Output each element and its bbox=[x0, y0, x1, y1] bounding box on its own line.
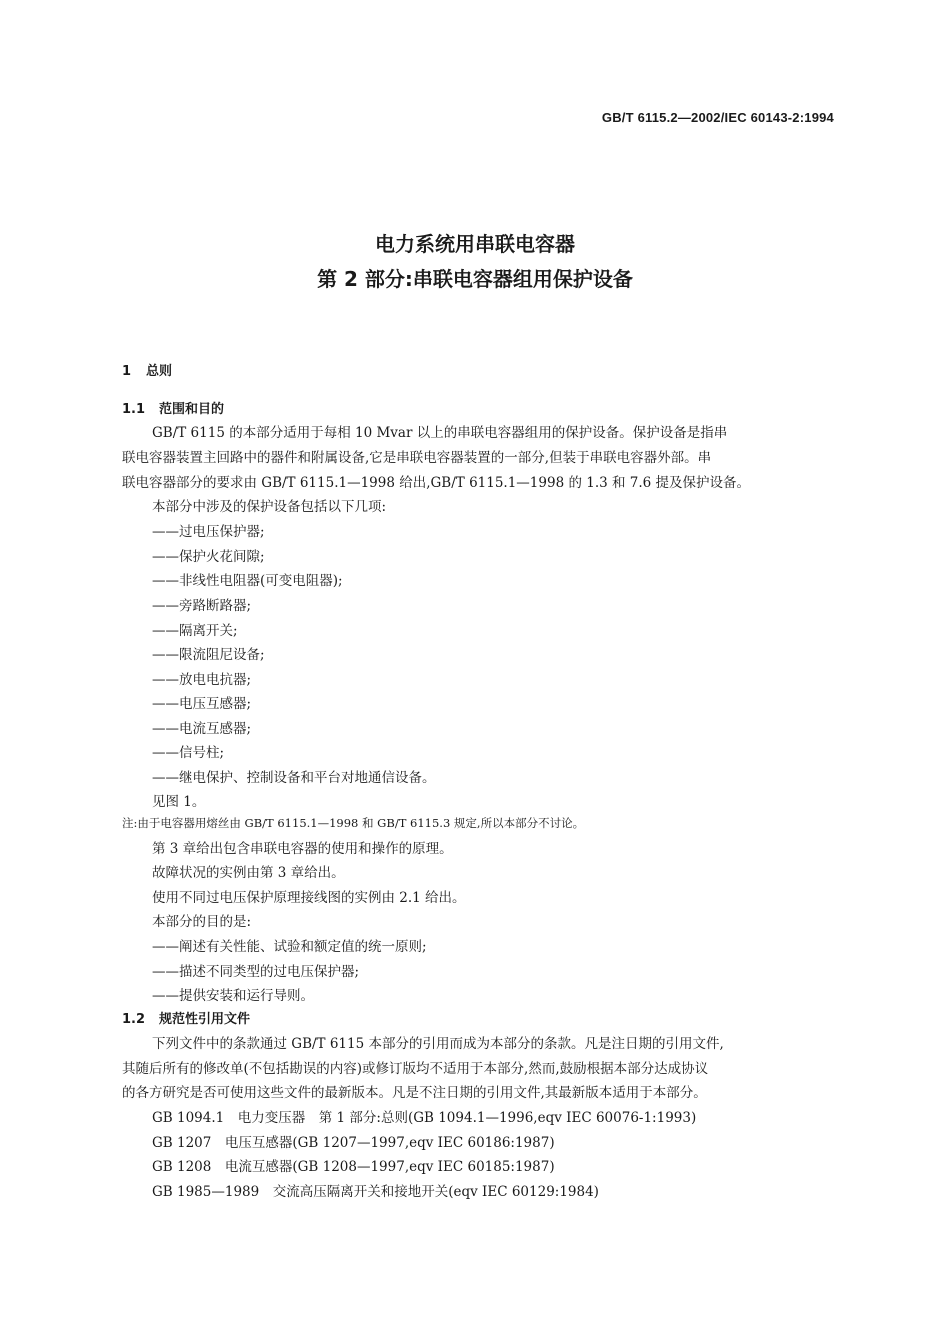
list-item: ——放电电抗器; bbox=[152, 672, 252, 688]
section-title: 规范性引用文件 bbox=[159, 1012, 251, 1027]
list-item: ——描述不同类型的过电压保护器; bbox=[152, 964, 360, 980]
list-item: ——信号柱; bbox=[152, 745, 225, 761]
list-item: ——提供安装和运行导则。 bbox=[152, 988, 314, 1004]
reference-item: GB 1208 电流互感器(GB 1208—1997,eqv IEC 60185:1987) bbox=[152, 1159, 555, 1175]
doc-title-line1: 电力系统用串联电容器 bbox=[375, 232, 575, 256]
section-number: 1.2 bbox=[122, 1012, 146, 1027]
list-item: ——隔离开关; bbox=[152, 623, 238, 639]
list-item: ——限流阻尼设备; bbox=[152, 647, 265, 663]
standard-code: GB/T 6115.2—2002/IEC 60143-2:1994 bbox=[601, 110, 834, 125]
see-figure: 见图 1。 bbox=[152, 794, 206, 810]
normative-paragraph-line: 的各方研究是否可使用这些文件的最新版本。凡是不注日期的引用文件,其最新版本适用于本部分。 bbox=[122, 1085, 707, 1101]
list-item: ——电流互感器; bbox=[152, 721, 252, 737]
section-1-2-heading bbox=[122, 1008, 250, 1027]
list-item: ——阐述有关性能、试验和额定值的统一原则; bbox=[152, 939, 427, 955]
section-number: 1 bbox=[122, 364, 132, 379]
reference-item: GB 1094.1 电力变压器 第 1 部分:总则(GB 1094.1—1996,eqv IEC 60076-1:1993) bbox=[152, 1110, 697, 1126]
list-item: ——旁路断路器; bbox=[152, 598, 252, 614]
list-item: ——非线性电阻器(可变电阻器); bbox=[152, 573, 343, 589]
paragraph: 第 3 章给出包含串联电容器的使用和操作的原理。 bbox=[152, 841, 453, 857]
reference-item: GB 1207 电压互感器(GB 1207—1997,eqv IEC 60186:1987) bbox=[152, 1135, 555, 1151]
note: 注:由于电容器用熔丝由 GB/T 6115.1—1998 和 GB/T 6115.3 规定,所以本部分不讨论。 bbox=[122, 816, 585, 830]
section-1-1-heading bbox=[122, 398, 224, 417]
scope-paragraph-line: 联电容器装置主回路中的器件和附属设备,它是串联电容器装置的一部分,但装于串联电容器外部。串 bbox=[122, 450, 712, 466]
paragraph: 故障状况的实例由第 3 章给出。 bbox=[152, 865, 345, 881]
scope-paragraph-line: 联电容器部分的要求由 GB/T 6115.1—1998 给出,GB/T 6115.1—1998 的 1.3 和 7.6 提及保护设备。 bbox=[122, 475, 751, 491]
list-item: ——电压互感器; bbox=[152, 696, 252, 712]
section-1-heading bbox=[122, 360, 172, 379]
scope-paragraph-line: GB/T 6115 的本部分适用于每相 10 Mvar 以上的串联电容器组用的保护设备。保护设备是指串 bbox=[152, 425, 728, 441]
doc-title-line2: 第 2 部分:串联电容器组用保护设备 bbox=[317, 267, 633, 291]
section-number: 1.1 bbox=[122, 402, 146, 417]
paragraph: 使用不同过电压保护原理接线图的实例由 2.1 给出。 bbox=[152, 890, 466, 906]
device-list-intro: 本部分中涉及的保护设备包括以下几项: bbox=[152, 499, 387, 515]
normative-paragraph-line: 其随后所有的修改单(不包括勘误的内容)或修订版均不适用于本部分,然而,鼓励根据本部分达成协议 bbox=[122, 1061, 709, 1077]
reference-item: GB 1985—1989 交流高压隔离开关和接地开关(eqv IEC 60129:1984) bbox=[152, 1184, 599, 1200]
section-title: 范围和目的 bbox=[159, 402, 225, 417]
list-item: ——过电压保护器; bbox=[152, 524, 265, 540]
section-title: 总则 bbox=[146, 364, 173, 379]
list-item: ——继电保护、控制设备和平台对地通信设备。 bbox=[152, 770, 436, 786]
purpose-intro: 本部分的目的是: bbox=[152, 914, 252, 930]
normative-paragraph-line: 下列文件中的条款通过 GB/T 6115 本部分的引用而成为本部分的条款。凡是注日期的引用文件, bbox=[152, 1036, 724, 1052]
list-item: ——保护火花间隙; bbox=[152, 549, 265, 565]
